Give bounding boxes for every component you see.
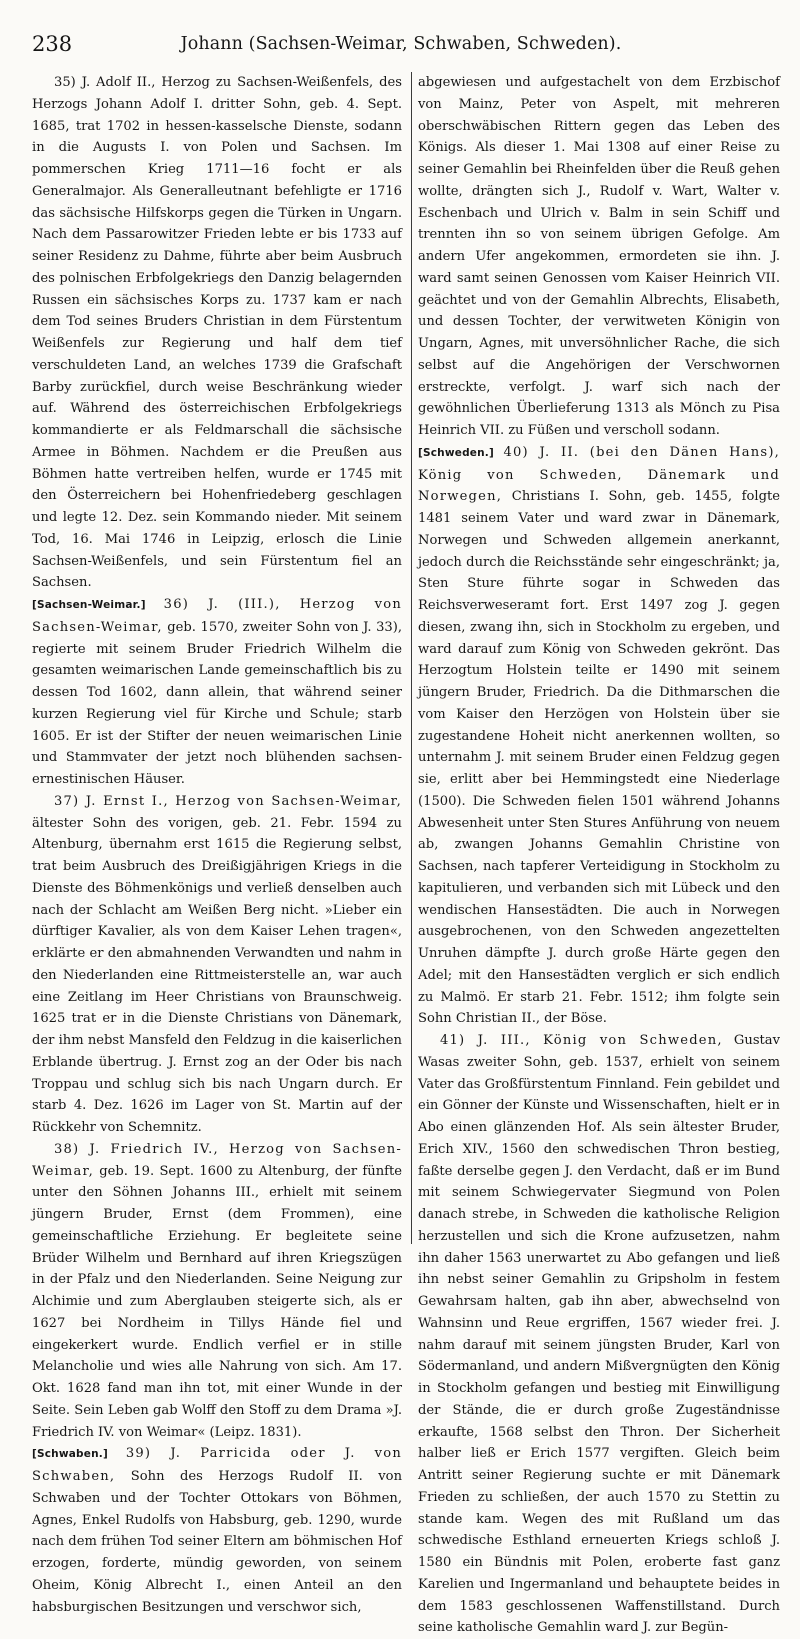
entry-38 — [32, 1139, 402, 1444]
column-divider — [411, 72, 412, 1244]
entry-41-text: Gustav Wasas zweiter Sohn, geb. 1537, erhielt von seinem Vater das Großfürstentum Finnland. Fein gebildet und ein Gönner der Künste und Wissenschaften, hielt er in Abo einen glänzenden Hof. Als sein ältester Bruder, Erich XIV., 1560 den schwedischen Thron bestieg, faßte derselbe gegen J. den Verdacht, daß er im Bund mit seinem Schwiegervater Siegmund von Polen danach strebe, in Schweden die katholische Religion herzustellen und sich die Krone aufzusetzen, nahm ihn daher 1563 unerwartet zu Abo gefangen und ließ ihn nebst seiner Gemahlin zu Gripsholm in festem Gewahrsam halten, gab ihn aber, abwechselnd von Wahnsinn und Reue ergriffen, 1567 wieder frei. J. nahm darauf mit seinem jüngsten Bruder, Karl von Södermanland, und andern Mißvergnügten den König in Stockholm gefangen und bestieg mit Einwilligung der Stände, die er durch große Zugeständnisse erkaufte, 1568 selbst den Thron. Der Sicherheit halber ließ er Erich 1577 vergiften. Gleich beim Antritt seiner Regierung suchte er mit Dänemark Frieden zu schließen, der auch 1570 zu Stettin zu stande kam. Wegen des mit Rußland um das schwedische Esthland erneuerten Kriegs schloß J. 1580 ein Bündnis mit Polen, eroberte fast ganz Karelien und Ingermanland und behauptete beides in dem 1583 geschlossenen Waffenstillstand. Durch seine katholische Gemahlin ward J. zur Begün- — [418, 1033, 780, 1636]
entry-37-lead: 37) J. Ernst I., Herzog von Sachsen-Weimar, — [54, 793, 402, 809]
page-number: 238 — [32, 32, 73, 56]
entry-37 — [32, 791, 402, 1139]
running-head: Johann (Sachsen-Weimar, Schwaben, Schweden). — [180, 34, 622, 54]
section-tag-sachsen-weimar: [ Sachsen-Weimar. ] — [32, 599, 146, 611]
entry-39 — [32, 1443, 402, 1618]
entry-38-lead: 38) J. Friedrich IV., Herzog von Sachsen-Weimar, — [32, 1141, 402, 1179]
entry-40-text: Christians I. Sohn, geb. 1455, folgte 1481 seinem Vater und ward zwar in Dänemark, Norwegen und Schweden allgemein anerkannt, jedoch durch die Reichsstände sehr eingeschränkt; ja, Sten Sture führte sogar in Schweden das Reichsverweseramt fort. Erst 1497 zog J. gegen diesen, zwang ihn, sich in Stockholm zu ergeben, und ward darauf zum König von Schweden gekrönt. Das Herzogtum Holstein teilte er 1490 mit seinem jüngern Bruder, Friedrich. Da die Dithmarschen die vom Kaiser den Herzögen von Holstein über sie zugestandene Hoheit nicht anerkennen wollten, so unternahm J. mit seinem Bruder einen Feldzug gegen sie, erlitt aber bei Hemmingstedt eine Niederlage (1500). Die Schweden fielen 1501 während Johanns Abwesenheit unter Sten Stures Anführung von neuem ab, zwangen Johanns Gemahlin Christine von Sachsen, nach tapferer Verteidigung in Stockholm zu kapitulieren, und verbanden sich mit Lübeck und den wendischen Hansestädten. Die auch in Norwegen ausgebrochenen, von den Schweden angezettelten Unruhen dämpfte J. durch große Härte gegen den Adel; mit den Hansestädten verglich er sich endlich zu Malmö. Er starb 21. Febr. 1512; ihm folgte sein Sohn Christian II., der Böse. — [418, 489, 780, 1027]
entry-39-lead: 39) J. Parricida oder J. von Schwaben, — [32, 1446, 402, 1484]
entry-36-lead: 36) J. (III.), Herzog von Sachsen-Weimar, — [32, 597, 402, 635]
left-column — [32, 72, 402, 1618]
section-tag-schweden: [ Schweden. ] — [418, 447, 494, 459]
entry-36 — [32, 594, 402, 791]
entry-36-text: geb. 1570, zweiter Sohn von J. 33), regierte mit seinem Bruder Friedrich Wilhelm die gesamten weimarischen Lande gemeinschaftlich bis zu dessen Tod 1602, dann allein, that während seiner kurzen Regierung viel für Kirche und Schule; starb 1605. Er ist der Stifter der neuen weimarischen Linie und Stammvater der jetzt noch blühenden sachsen-ernestinischen Häuser. — [32, 619, 403, 787]
entry-39-text: Sohn des Herzogs Rudolf II. von Schwaben und der Tochter Ottokars von Böhmen, Agnes, Enkel Rudolfs von Habsburg, geb. 1290, wurde nach dem frühen Tod seiner Eltern am böhmischen Hof erzogen, forderte, mündig geworden, von seinem Oheim, König Albrecht I., einen Anteil an den habsburgischen Besitzungen und verschwor sich, — [32, 1469, 403, 1615]
right-column — [418, 72, 780, 1639]
entry-40-lead: 40) J. II. (bei den Dänen Hans), König von Schweden, Dänemark und Norwegen, — [418, 444, 780, 505]
entry-35-text: 35) J. Adolf II., Herzog zu Sachsen-Weißenfels, des Herzogs Johann Adolf I. dritter Sohn, geb. 4. Sept. 1685, trat 1702 in hessen-kasselsche Dienste, sodann in die Augusts I. von Polen und Sachsen. Im pommerschen Krieg 1711—16 focht er als Generalmajor. Als Generalleutnant befehligte er 1716 das sächsische Hilfskorps gegen die Türken in Ungarn. Nach dem Passarowitzer Frieden lebte er bis 1733 auf seiner Residenz zu Dahme, führte aber beim Ausbruch des polnischen Erbfolgekriegs den Danzig belagernden Russen ein sächsisches Korps zu. 1737 kam er nach dem Tod seines Bruders Christian in dem Fürstentum Weißenfels zur Regierung und half dem tief verschuldeten Land, an welches 1739 die Grafschaft Barby zurückfiel, durch weise Beschränkung wieder auf. Während des österreichischen Erbfolgekriegs kommandierte er als Feldmarschall die sächsische Armee in Böhmen. Nachdem er die Preußen aus Böhmen hatte vertreiben helfen, wurde er 1745 mit den Österreichern bei Hohenfriedeberg geschlagen und legte 12. Dez. sein Kommando nieder. Mit seinem Tod, 16. Mai 1746 in Leipzig, erlosch die Linie Sachsen-Weißenfels, und sein Fürstentum fiel an Sachsen. — [32, 75, 402, 591]
entry-37-text: ältester Sohn des vorigen, geb. 21. Febr. 1594 zu Altenburg, übernahm erst 1615 die Regierung selbst, trat beim Ausbruch des Dreißigjährigen Kriegs in die Dienste des Böhmenkönigs und verließ denselben auch nach der Schlacht am Weißen Berg nicht. »Lieber ein dürftiger Kavalier, als von dem Kaiser Lehen tragen«, erklärte er den abmahnenden Verwandten und nahm in den Niederlanden eine Rittmeisterstelle an, war auch eine Zeitlang im Heer Christians von Braunschweig. 1625 trat er in die Dienste Christians von Dänemark, der ihm nebst Mansfeld den Feldzug in die kaiserlichen Erblande übertrug. J. Ernst zog an der Oder bis nach Troppau und schlug sich bis nach Ungarn durch. Er starb 4. Dez. 1626 im Lager von St. Martin auf der Rückkehr von Schemnitz. — [32, 815, 402, 1135]
entry-41 — [418, 1030, 780, 1639]
page-header — [32, 30, 770, 58]
entry-39-continued-text: abgewiesen und aufgestachelt von dem Erzbischof von Mainz, Peter von Aspelt, mit mehreren oberschwäbischen Rittern gegen das Leben des Königs. Als dieser 1. Mai 1308 auf einer Reise zu seiner Gemahlin bei Rheinfelden über die Reuß gehen wollte, drängten sich J., Rudolf v. Wart, Walter v. Eschenbach und Ulrich v. Balm in sein Schiff und trennten ihn so von seinem übrigen Gefolge. Am andern Ufer angekommen, ermordeten sie ihn. J. ward samt seinen Genossen vom Kaiser Heinrich VII. geächtet und von der Gemahlin Albrechts, Elisabeth, und dessen Tochter, der verwitweten Königin von Ungarn, Agnes, mit unversöhnlicher Rache, die sich selbst auf die Angehörigen der Verschwornen erstreckte, verfolgt. J. warf sich nach der gewöhnlichen Überlieferung 1313 als Mönch zu Pisa Heinrich VII. zu Füßen und verscholl sodann. — [418, 75, 780, 438]
section-tag-schwaben: [ Schwaben. ] — [32, 1448, 108, 1460]
entry-39-continued — [418, 72, 780, 442]
entry-40 — [418, 442, 780, 1030]
entry-35 — [32, 72, 402, 594]
entry-38-text: geb. 19. Sept. 1600 zu Altenburg, der fünfte unter den Söhnen Johanns III., erhielt mit seinem jüngern Bruder, Ernst (dem Frommen), eine gemeinschaftliche Erziehung. Er begleitete seine Brüder Wilhelm und Bernhard auf ihren Kriegszügen in der Pfalz und den Niederlanden. Seine Neigung zur Alchimie und zum Aberglauben steigerte sich, als er 1627 bei Nordheim in Tillys Hände fiel und eingekerkert wurde. Endlich verfiel er in stille Melancholie und wies alle Nahrung von sich. Am 17. Okt. 1628 fand man ihn tot, mit einer Wunde in der Seite. Sein Leben gab Wolff den Stoff zu dem Drama »J. Friedrich IV. von Weimar« (Leipz. 1831). — [32, 1163, 402, 1440]
entry-41-lead: 41) J. III., König von Schweden, — [440, 1033, 723, 1048]
